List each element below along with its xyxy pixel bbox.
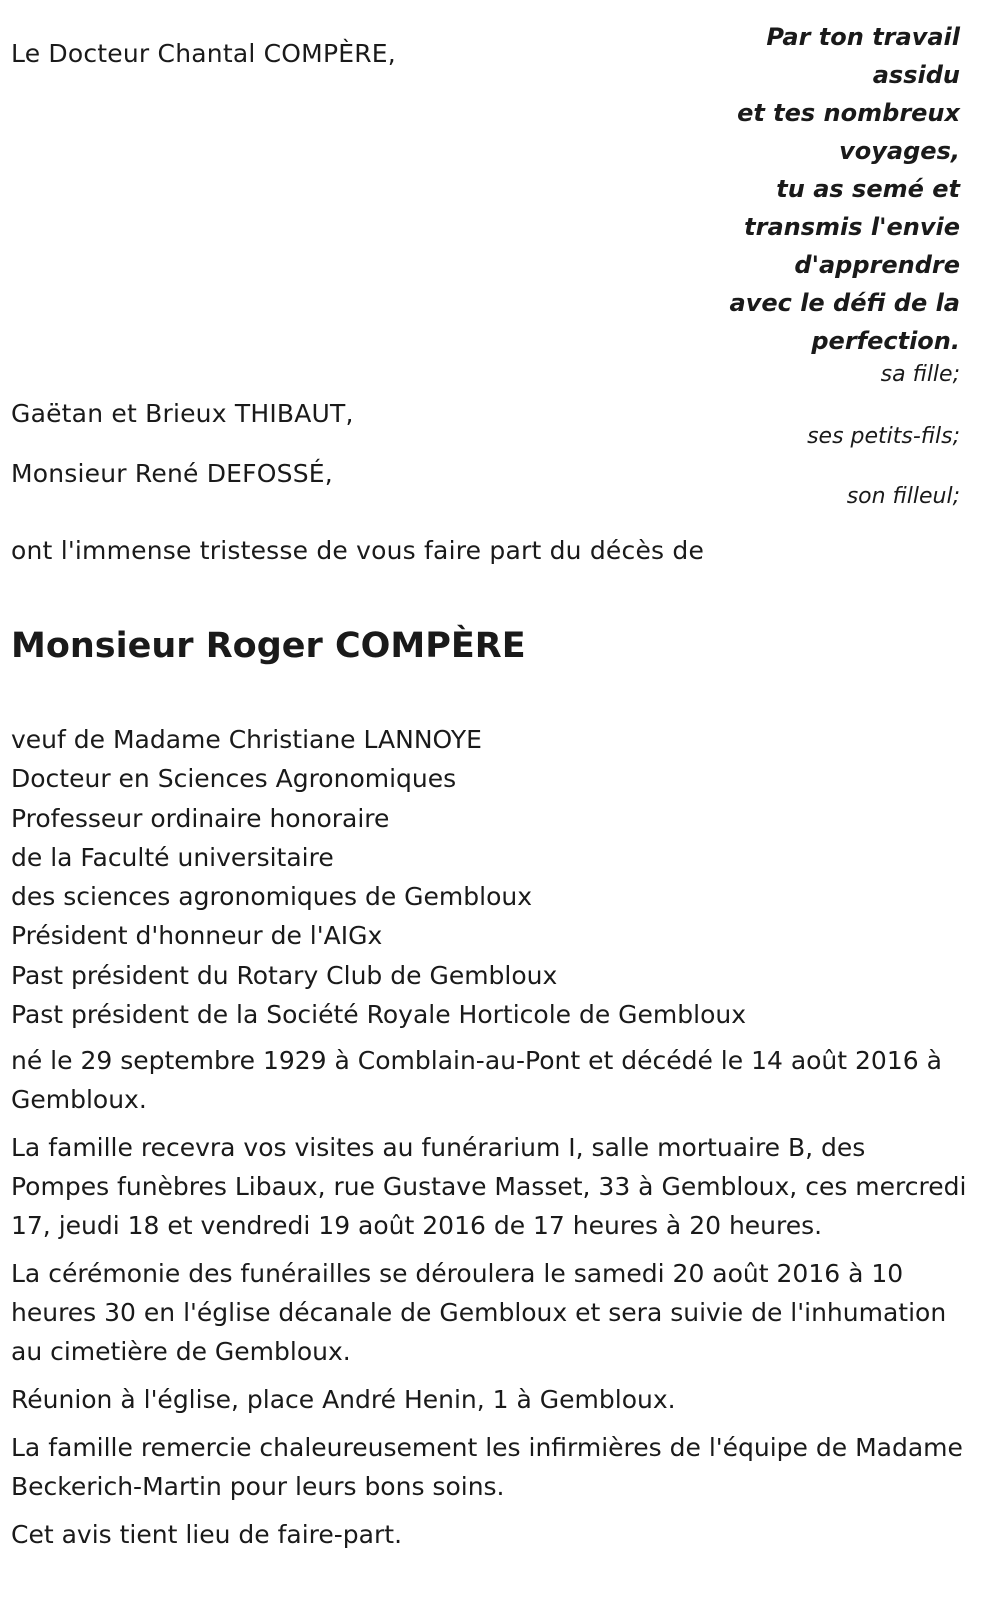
poem-line: avec le défi de la — [729, 289, 960, 317]
notice-paragraph: Cet avis tient lieu de faire-part. — [11, 1520, 403, 1549]
birth-death-paragraph: né le 29 septembre 1929 à Comblain-au-Pont et décédé le 14 août 2016 à Gembloux. — [11, 1046, 942, 1114]
meeting-paragraph: Réunion à l'église, place André Henin, 1 à Gembloux. — [11, 1385, 676, 1414]
relation-grandsons: ses petits-fils; — [807, 424, 960, 449]
relation-daughter: sa fille; — [880, 362, 960, 387]
poem-line: assidu — [872, 61, 960, 89]
title-line: Past président de la Société Royale Horticole de Gembloux — [11, 1000, 747, 1030]
first-mourner: Le Docteur Chantal COMPÈRE, — [11, 39, 396, 68]
deceased-titles — [11, 720, 746, 1034]
poem-line: perfection. — [811, 327, 960, 355]
poem-line: et tes nombreux — [737, 99, 960, 127]
poem-line: voyages, — [839, 137, 960, 165]
mourner-grandsons: Gaëtan et Brieux THIBAUT, — [11, 399, 354, 428]
poem-block — [720, 18, 960, 360]
announcement-text: ont l'immense tristesse de vous faire part du décès de — [11, 536, 705, 565]
poem-line: tu as semé et — [776, 175, 960, 203]
deceased-name: Monsieur Roger COMPÈRE — [11, 626, 526, 666]
title-line: Past président du Rotary Club de Gembloux — [11, 960, 558, 990]
title-line: Professeur ordinaire honoraire — [11, 803, 390, 833]
title-line: des sciences agronomiques de Gembloux — [11, 882, 533, 912]
visits-paragraph: La famille recevra vos visites au funérarium I, salle mortuaire B, des Pompes funèbres Libaux, rue Gustave Masset, 33 à Gembloux, ces mercredi 17, jeudi 18 et vendredi 19 août 2016 de 17 heures à 20 heures. — [11, 1133, 967, 1240]
title-line: veuf de Madame Christiane LANNOYE — [11, 725, 482, 754]
ceremony-paragraph: La cérémonie des funérailles se déroulera le samedi 20 août 2016 à 10 heures 30 en l'église décanale de Gembloux et sera suivie de l'inhumation au cimetière de Gembloux. — [11, 1259, 947, 1366]
poem-line: d'apprendre — [794, 251, 960, 279]
title-line: Docteur en Sciences Agronomiques — [11, 764, 457, 794]
title-line: de la Faculté universitaire — [11, 842, 334, 872]
relation-godson: son filleul; — [846, 484, 960, 509]
mourner-godson: Monsieur René DEFOSSÉ, — [11, 459, 333, 488]
poem-line: transmis l'envie — [744, 213, 960, 241]
title-line: Président d'honneur de l'AIGx — [11, 921, 383, 951]
thanks-paragraph: La famille remercie chaleureusement les infirmières de l'équipe de Madame Beckerich-Martin pour leurs bons soins. — [11, 1433, 963, 1501]
poem-line: Par ton travail — [766, 23, 960, 51]
